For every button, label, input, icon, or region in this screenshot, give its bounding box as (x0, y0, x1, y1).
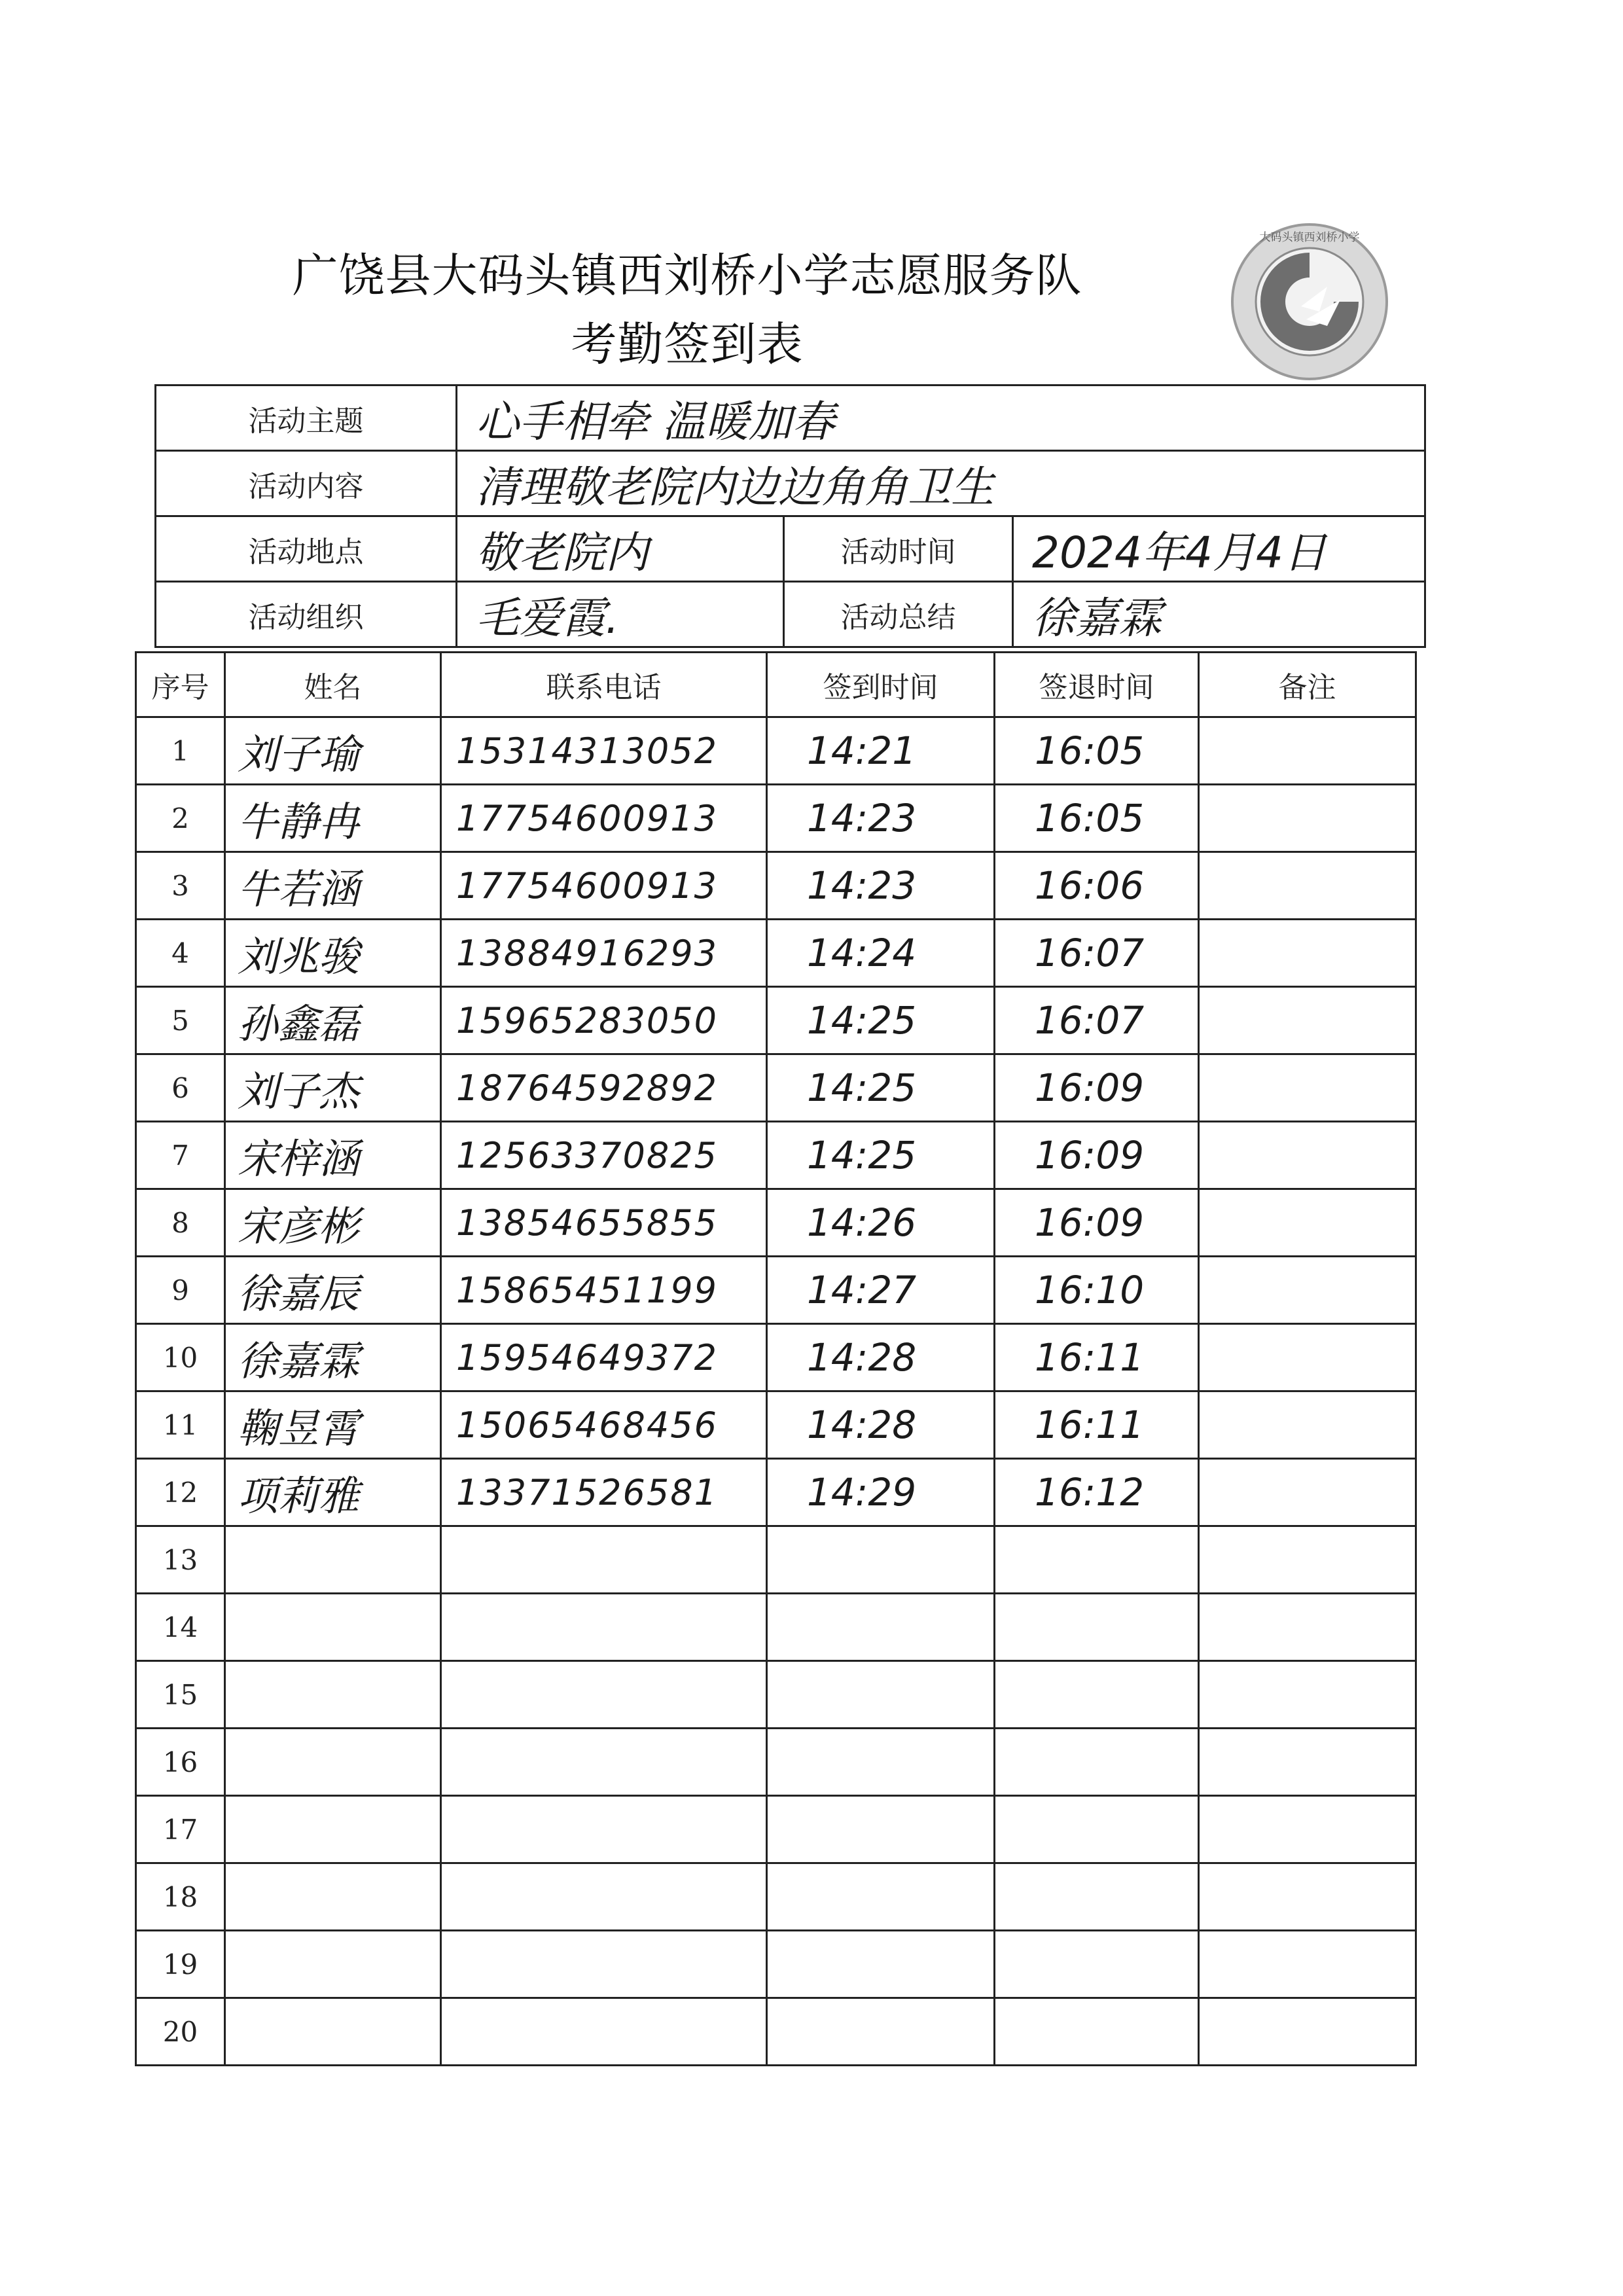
table-row (136, 1189, 1416, 1257)
row-remark (1199, 852, 1416, 920)
row-sign-out (995, 1863, 1199, 1931)
row-sign-out: 16:09 (995, 1189, 1199, 1257)
row-phone (441, 1526, 767, 1594)
row-sign-out (995, 1661, 1199, 1729)
row-name (225, 1863, 441, 1931)
row-remark (1199, 785, 1416, 852)
row-name (225, 1998, 441, 2066)
sheet-title: 广饶县大码头镇西刘桥小学志愿服务队 (292, 249, 1082, 302)
row-index: 5 (136, 987, 225, 1054)
row-sign-out: 16:12 (995, 1459, 1199, 1526)
row-index: 14 (136, 1594, 225, 1661)
row-sign-in: 14:24 (767, 920, 995, 987)
table-row (136, 920, 1416, 987)
row-sign-in: 14:29 (767, 1459, 995, 1526)
table-row (136, 1863, 1416, 1931)
row-sign-out (995, 1594, 1199, 1661)
row-sign-in: 14:23 (767, 785, 995, 852)
row-name: 牛静冉 (225, 785, 441, 852)
row-sign-in: 14:21 (767, 717, 995, 785)
row-sign-out: 16:06 (995, 852, 1199, 920)
row-index: 20 (136, 1998, 225, 2066)
header-sign-in: 签到时间 (767, 653, 995, 717)
row-sign-in: 14:28 (767, 1324, 995, 1391)
row-name: 项莉雅 (225, 1459, 441, 1526)
table-row (136, 1661, 1416, 1729)
row-index: 17 (136, 1796, 225, 1863)
row-remark (1199, 1054, 1416, 1122)
time-value: 2024年4月4日 (1013, 516, 1425, 582)
content-label: 活动内容 (156, 451, 457, 516)
row-name: 宋梓涵 (225, 1122, 441, 1189)
row-remark (1199, 1122, 1416, 1189)
row-sign-in (767, 1661, 995, 1729)
row-phone (441, 1931, 767, 1998)
table-row (136, 1594, 1416, 1661)
row-sign-in (767, 1998, 995, 2066)
row-phone: 17754600913 (441, 785, 767, 852)
row-sign-out (995, 1526, 1199, 1594)
location-label: 活动地点 (156, 516, 457, 582)
theme-label: 活动主题 (156, 386, 457, 451)
row-name (225, 1594, 441, 1661)
row-sign-out: 16:10 (995, 1257, 1199, 1324)
row-name (225, 1729, 441, 1796)
row-sign-out: 16:05 (995, 717, 1199, 785)
summary-label: 活动总结 (784, 582, 1013, 647)
row-remark (1199, 717, 1416, 785)
attendance-roster-table (135, 651, 1417, 2066)
row-remark (1199, 1391, 1416, 1459)
row-sign-out: 16:07 (995, 920, 1199, 987)
row-sign-out: 16:07 (995, 987, 1199, 1054)
row-index: 12 (136, 1459, 225, 1526)
organizer-value: 毛爱霞. (457, 582, 784, 647)
row-remark (1199, 1796, 1416, 1863)
row-remark (1199, 1863, 1416, 1931)
row-phone (441, 1863, 767, 1931)
row-name (225, 1661, 441, 1729)
table-row (136, 1931, 1416, 1998)
row-name: 鞠昱霄 (225, 1391, 441, 1459)
row-sign-out (995, 1729, 1199, 1796)
table-row (136, 1459, 1416, 1526)
row-phone: 15314313052 (441, 717, 767, 785)
row-remark (1199, 1257, 1416, 1324)
row-phone (441, 1998, 767, 2066)
row-sign-in: 14:28 (767, 1391, 995, 1459)
header-name: 姓名 (225, 653, 441, 717)
summary-value: 徐嘉霖 (1013, 582, 1425, 647)
row-sign-out: 16:09 (995, 1122, 1199, 1189)
row-index: 11 (136, 1391, 225, 1459)
row-sign-in: 14:26 (767, 1189, 995, 1257)
table-row (136, 1122, 1416, 1189)
row-index: 10 (136, 1324, 225, 1391)
row-remark (1199, 1998, 1416, 2066)
location-value: 敬老院内 (457, 516, 784, 582)
row-sign-in: 14:25 (767, 1122, 995, 1189)
row-phone: 15965283050 (441, 987, 767, 1054)
row-phone: 18764592892 (441, 1054, 767, 1122)
row-index: 8 (136, 1189, 225, 1257)
row-sign-in (767, 1729, 995, 1796)
row-phone: 15954649372 (441, 1324, 767, 1391)
row-phone: 13884916293 (441, 920, 767, 987)
organizer-label: 活动组织 (156, 582, 457, 647)
row-phone: 17754600913 (441, 852, 767, 920)
row-index: 15 (136, 1661, 225, 1729)
info-row-organizer-summary (156, 582, 1425, 647)
roster-header-row (136, 653, 1416, 717)
row-sign-out (995, 1796, 1199, 1863)
row-remark (1199, 1729, 1416, 1796)
header-index: 序号 (136, 653, 225, 717)
header-remark: 备注 (1199, 653, 1416, 717)
row-phone: 13854655855 (441, 1189, 767, 1257)
row-phone: 15065468456 (441, 1391, 767, 1459)
table-row (136, 1796, 1416, 1863)
row-sign-out: 16:11 (995, 1324, 1199, 1391)
row-sign-in: 14:23 (767, 852, 995, 920)
row-name: 徐嘉霖 (225, 1324, 441, 1391)
row-remark (1199, 1661, 1416, 1729)
row-index: 7 (136, 1122, 225, 1189)
row-sign-out (995, 1931, 1199, 1998)
row-sign-in (767, 1594, 995, 1661)
row-name: 刘兆骏 (225, 920, 441, 987)
row-remark (1199, 1324, 1416, 1391)
table-row (136, 785, 1416, 852)
row-index: 6 (136, 1054, 225, 1122)
row-sign-out: 16:09 (995, 1054, 1199, 1122)
header-sign-out: 签退时间 (995, 653, 1199, 717)
row-remark (1199, 1459, 1416, 1526)
row-phone: 15865451199 (441, 1257, 767, 1324)
table-row (136, 987, 1416, 1054)
time-label: 活动时间 (784, 516, 1013, 582)
table-row (136, 717, 1416, 785)
roster-body (136, 717, 1416, 2066)
row-index: 1 (136, 717, 225, 785)
row-remark (1199, 1931, 1416, 1998)
row-sign-in: 14:27 (767, 1257, 995, 1324)
row-remark (1199, 1594, 1416, 1661)
row-sign-out: 16:05 (995, 785, 1199, 852)
row-name: 刘子杰 (225, 1054, 441, 1122)
row-name: 孙鑫磊 (225, 987, 441, 1054)
table-row (136, 1998, 1416, 2066)
row-phone: 12563370825 (441, 1122, 767, 1189)
row-phone (441, 1729, 767, 1796)
row-name (225, 1796, 441, 1863)
info-row-content (156, 451, 1425, 516)
table-row (136, 1526, 1416, 1594)
row-phone: 13371526581 (441, 1459, 767, 1526)
theme-value: 心手相牵 温暖加春 (457, 386, 1425, 451)
row-remark (1199, 1526, 1416, 1594)
sheet-subtitle: 考勤签到表 (571, 317, 804, 371)
row-index: 16 (136, 1729, 225, 1796)
row-sign-out: 16:11 (995, 1391, 1199, 1459)
row-index: 13 (136, 1526, 225, 1594)
header-phone: 联系电话 (441, 653, 767, 717)
seal-text: 大码头镇西刘桥小学 (1259, 231, 1360, 244)
row-index: 3 (136, 852, 225, 920)
row-index: 19 (136, 1931, 225, 1998)
table-row (136, 1257, 1416, 1324)
table-row (136, 1324, 1416, 1391)
row-sign-in (767, 1526, 995, 1594)
row-index: 2 (136, 785, 225, 852)
row-name: 宋彦彬 (225, 1189, 441, 1257)
school-seal-icon (1229, 221, 1390, 382)
row-name (225, 1931, 441, 1998)
row-sign-in: 14:25 (767, 987, 995, 1054)
row-remark (1199, 920, 1416, 987)
row-index: 9 (136, 1257, 225, 1324)
info-row-location-time (156, 516, 1425, 582)
table-row (136, 1054, 1416, 1122)
row-phone (441, 1661, 767, 1729)
row-index: 4 (136, 920, 225, 987)
row-phone (441, 1594, 767, 1661)
row-name: 牛若涵 (225, 852, 441, 920)
info-row-theme (156, 386, 1425, 451)
table-row (136, 852, 1416, 920)
row-name: 徐嘉辰 (225, 1257, 441, 1324)
table-row (136, 1729, 1416, 1796)
table-row (136, 1391, 1416, 1459)
content-value: 清理敬老院内边边角角卫生 (457, 451, 1425, 516)
row-remark (1199, 1189, 1416, 1257)
row-remark (1199, 987, 1416, 1054)
row-sign-in: 14:25 (767, 1054, 995, 1122)
row-name (225, 1526, 441, 1594)
row-sign-in (767, 1931, 995, 1998)
row-phone (441, 1796, 767, 1863)
activity-info-table (154, 384, 1426, 648)
row-sign-in (767, 1796, 995, 1863)
row-index: 18 (136, 1863, 225, 1931)
row-sign-out (995, 1998, 1199, 2066)
row-sign-in (767, 1863, 995, 1931)
row-name: 刘子瑜 (225, 717, 441, 785)
